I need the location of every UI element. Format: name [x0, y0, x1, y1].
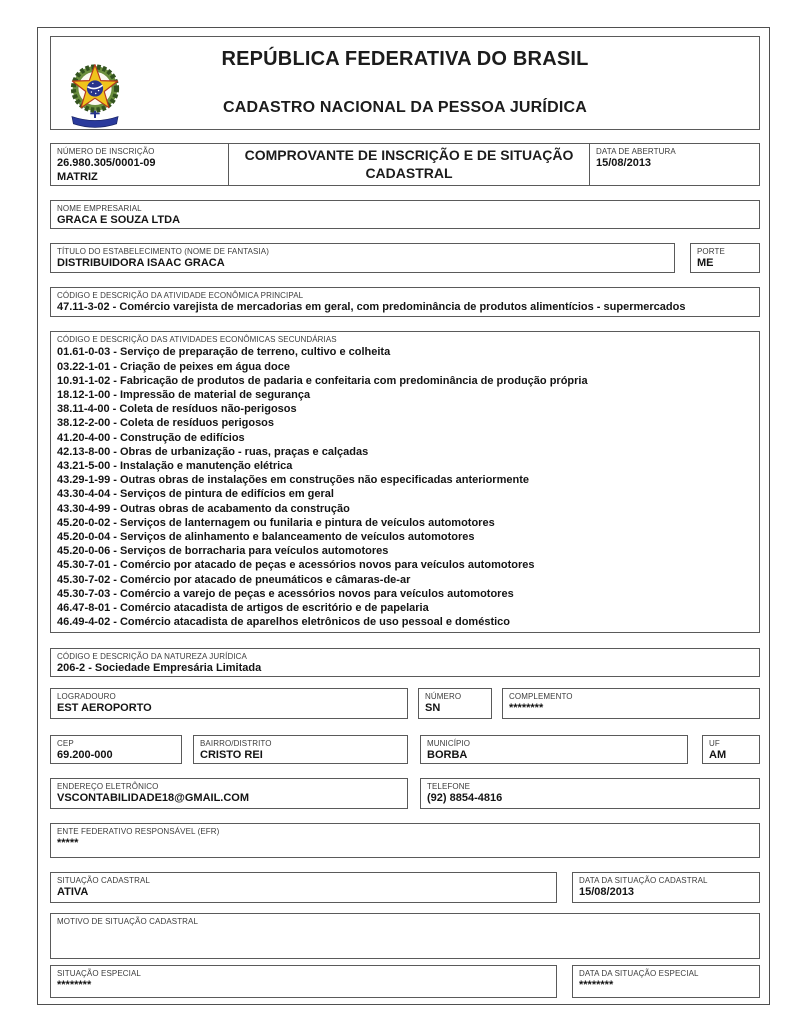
field-bairro-distrito: [193, 735, 408, 764]
field-logradouro: [50, 688, 408, 719]
endereco-eletronico-value: VSCONTABILIDADE18@GMAIL.COM: [57, 792, 250, 805]
motivo-situacao-cadastral-label: MOTIVO DE SITUAÇÃO CADASTRAL: [57, 917, 199, 926]
field-data-situacao-cadastral: [572, 872, 760, 903]
field-natureza-juridica: [50, 648, 760, 677]
secondary-activity-item: 46.49-4-02 - Comércio atacadista de aparelhos eletrônicos de uso pessoal e doméstico: [57, 616, 511, 629]
republic-title: REPÚBLICA FEDERATIVA DO BRASIL: [221, 48, 589, 70]
field-motivo-situacao-cadastral: [50, 913, 760, 959]
data-situacao-especial-label: DATA DA SITUAÇÃO ESPECIAL: [579, 969, 699, 978]
opening-date-value: 15/08/2013: [596, 157, 652, 170]
municipio-value: BORBA: [427, 749, 468, 762]
unit-type-value: MATRIZ: [57, 171, 98, 184]
situacao-cadastral-value: ATIVA: [57, 886, 89, 899]
titulo-estabelecimento-value: DISTRIBUIDORA ISAAC GRACA: [57, 257, 225, 270]
situacao-cadastral-label: SITUAÇÃO CADASTRAL: [57, 876, 150, 885]
situacao-especial-value: ********: [57, 979, 92, 992]
inscription-number-cell: [51, 144, 229, 185]
atividade-principal-label: CÓDIGO E DESCRIÇÃO DA ATIVIDADE ECONÔMICA PRINCIPAL: [57, 291, 304, 300]
document-title: COMPROVANTE DE INSCRIÇÃO E DE SITUAÇÃO CADASTRAL: [244, 147, 574, 181]
situacao-especial-label: SITUAÇÃO ESPECIAL: [57, 969, 141, 978]
field-cep: [50, 735, 182, 764]
field-porte: [690, 243, 760, 273]
bairro-distrito-label: BAIRRO/DISTRITO: [200, 739, 272, 748]
field-situacao-cadastral: [50, 872, 557, 903]
municipio-label: MUNICÍPIO: [427, 739, 471, 748]
field-titulo-estabelecimento: [50, 243, 675, 273]
secondary-activity-item: 43.30-4-99 - Outras obras de acabamento da construção: [57, 502, 350, 515]
cep-value: 69.200-000: [57, 749, 113, 762]
field-atividade-principal: [50, 287, 760, 317]
inscription-row: [50, 143, 760, 186]
secondary-activity-item: 10.91-1-02 - Fabricação de produtos de padaria e confeitaria com predominância de produção própria: [57, 374, 588, 387]
field-efr: [50, 823, 760, 858]
atividades-secundarias-label: CÓDIGO E DESCRIÇÃO DAS ATIVIDADES ECONÔMICAS SECUNDÁRIAS: [57, 335, 337, 344]
secondary-activity-item: 45.30-7-02 - Comércio por atacado de pneumáticos e câmaras-de-ar: [57, 573, 411, 586]
nome-empresarial-label: NOME EMPRESARIAL: [57, 204, 142, 213]
atividade-principal-value: 47.11-3-02 - Comércio varejista de mercadorias em geral, com predominância de produtos alimentícios - supermercados: [57, 301, 686, 314]
secondary-activity-item: 43.21-5-00 - Instalação e manutenção elétrica: [57, 460, 293, 473]
numero-value: SN: [425, 702, 441, 715]
secondary-activity-item: 45.20-0-06 - Serviços de borracharia para veículos automotores: [57, 545, 389, 558]
porte-label: PORTE: [697, 247, 725, 256]
field-municipio: [420, 735, 688, 764]
field-numero: [418, 688, 492, 719]
field-nome-empresarial: [50, 200, 760, 229]
uf-label: UF: [709, 739, 720, 748]
data-situacao-especial-value: ********: [579, 979, 614, 992]
opening-date-cell: [590, 144, 759, 185]
secondary-activity-item: 45.20-0-04 - Serviços de alinhamento e balanceamento de veículos automotores: [57, 531, 475, 544]
logradouro-label: LOGRADOURO: [57, 692, 116, 701]
opening-date-label: DATA DE ABERTURA: [596, 147, 676, 156]
field-atividades-secundarias: [50, 331, 760, 633]
efr-value: *****: [57, 837, 79, 850]
secondary-activity-item: 45.30-7-01 - Comércio por atacado de peças e acessórios novos para veículos automotores: [57, 559, 535, 572]
logradouro-value: EST AEROPORTO: [57, 702, 152, 715]
secondary-activity-item: 42.13-8-00 - Obras de urbanização - ruas, praças e calçadas: [57, 445, 369, 458]
brazil-coat-of-arms-icon: [59, 56, 131, 131]
natureza-juridica-value: 206-2 - Sociedade Empresária Limitada: [57, 662, 262, 675]
field-situacao-especial: [50, 965, 557, 998]
secondary-activity-item: 45.30-7-03 - Comércio a varejo de peças e acessórios novos para veículos automotores: [57, 587, 514, 600]
nome-empresarial-value: GRACA E SOUZA LTDA: [57, 214, 181, 227]
efr-label: ENTE FEDERATIVO RESPONSÁVEL (EFR): [57, 827, 220, 836]
inscription-number-label: NÚMERO DE INSCRIÇÃO: [57, 147, 155, 156]
field-data-situacao-especial: [572, 965, 760, 998]
field-endereco-eletronico: [50, 778, 408, 809]
secondary-activity-item: 38.12-2-00 - Coleta de resíduos perigosos: [57, 417, 275, 430]
data-situacao-cadastral-label: DATA DA SITUAÇÃO CADASTRAL: [579, 876, 708, 885]
uf-value: AM: [709, 749, 727, 762]
inscription-number-value: 26.980.305/0001-09: [57, 157, 156, 170]
porte-value: ME: [697, 257, 714, 270]
cep-label: CEP: [57, 739, 74, 748]
secondary-activity-item: 41.20-4-00 - Construção de edifícios: [57, 431, 245, 444]
secondary-activity-item: 43.30-4-04 - Serviços de pintura de edifícios em geral: [57, 488, 334, 501]
numero-label: NÚMERO: [425, 692, 462, 701]
secondary-activity-item: 01.61-0-03 - Serviço de preparação de terreno, cultivo e colheita: [57, 346, 391, 359]
document-title-cell: [229, 144, 590, 185]
document-header: [50, 36, 760, 130]
secondary-activity-item: 46.47-8-01 - Comércio atacadista de artigos de escritório e de papelaria: [57, 602, 429, 615]
data-situacao-cadastral-value: 15/08/2013: [579, 886, 635, 899]
endereco-eletronico-label: ENDEREÇO ELETRÔNICO: [57, 782, 159, 791]
telefone-value: (92) 8854-4816: [427, 792, 503, 805]
field-uf: [702, 735, 760, 764]
complemento-value: ********: [509, 702, 544, 715]
secondary-activity-item: 03.22-1-01 - Criação de peixes em água doce: [57, 360, 290, 373]
secondary-activity-item: 43.29-1-99 - Outras obras de instalações em construções não especificadas anteriormente: [57, 474, 529, 487]
telefone-label: TELEFONE: [427, 782, 471, 791]
secondary-activity-item: 45.20-0-02 - Serviços de lanternagem ou funilaria e pintura de veículos automotores: [57, 516, 495, 529]
field-complemento: [502, 688, 760, 719]
titulo-estabelecimento-label: TÍTULO DO ESTABELECIMENTO (NOME DE FANTASIA): [57, 247, 269, 256]
complemento-label: COMPLEMENTO: [509, 692, 573, 701]
natureza-juridica-label: CÓDIGO E DESCRIÇÃO DA NATUREZA JURÍDICA: [57, 652, 247, 661]
field-telefone: [420, 778, 760, 809]
bairro-distrito-value: CRISTO REI: [200, 749, 263, 762]
secondary-activity-item: 18.12-1-00 - Impressão de material de segurança: [57, 389, 311, 401]
secondary-activity-item: 38.11-4-00 - Coleta de resíduos não-perigosos: [57, 403, 297, 416]
cnpj-title: CADASTRO NACIONAL DA PESSOA JURÍDICA: [223, 99, 587, 116]
